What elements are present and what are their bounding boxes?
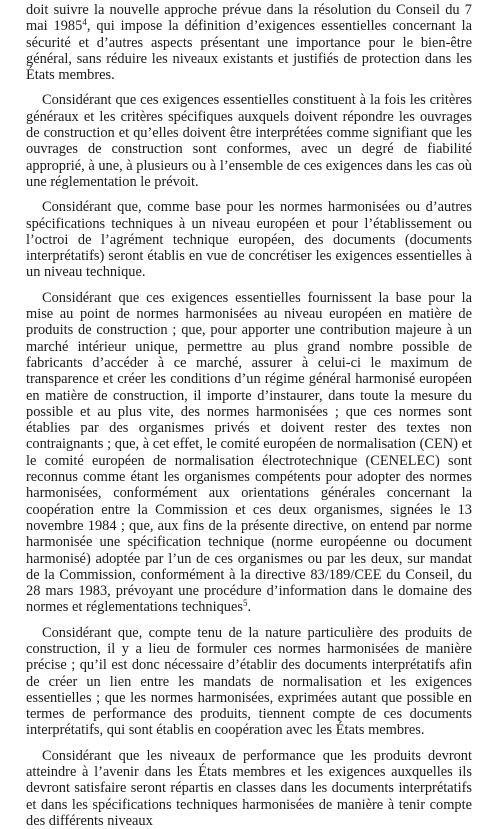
paragraph-3: Considérant que, comme base pour les normes harmonisées ou d’autres spécifications techniques à un niveau européen et pour l’établissement ou l’octroi de l’agrément technique européen, des documents (documents interprétatifs) seront établis en vue de concrétiser les exigences essentielles à un niveau technique.: [26, 199, 472, 281]
paragraph-6: Considérant que les niveaux de performance que les produits devront atteindre à l’avenir dans les États membres et les exigences auxquelles ils devront satisfaire seront répartis en classes dans les documents interprétatifs et dans les spécifications techniques harmonisées de manière à tenir compte des différents niveaux: [26, 747, 472, 829]
paragraph-4: [26, 290, 472, 616]
paragraph-1-text-after: , qui impose la définition d’exigences essentielles concernant la sécurité et d’autres aspects présentant une importance pour le bien-être général, sans réduire les niveaux existants et justifiés de protection dans les États membres.: [26, 18, 472, 84]
paragraph-1-text: doit suivre la nouvelle approche prévue dans la résolution du Conseil du 7 mai 1985: [26, 2, 472, 35]
document-page: [26, 2, 472, 829]
paragraph-4-text: Considérant que ces exigences essentielles fournissent la base pour la mise au point de normes harmonisées au niveau européen en matière de produits de construction ; que, pour apporter une contribution majeure à un marché intérieur unique, permettre au plus grand nombre possible de fabricants d’accéder à ce marché, assurer à celui-ci le maximum de transparence et créer les conditions d’un régime général harmonisé européen en matière de construction, il importe d’instaurer, dans toute la mesure du possible et au plus vite, des normes harmonisées ; que ces normes sont établies par des organismes privés et doivent rester des textes non contraignants ; que, à cet effet, le comité européen de normalisation (CEN) et le comité européen de normalisation électrotechnique (CENELEC) sont reconnus comme étant les organismes compétents pour adopter des normes harmonisées, conformément aux orientations générales concernant la coopération entre la Commission et ces deux organismes, signées le 13 novembre 1984 ; que, aux fins de la présente directive, on entend par norme harmonisée une spécification technique (norme européenne ou document harmonisé) adoptée par l’un de ces organismes ou par les deux, sur mandat de la Commission, conformément à la directive 83/189/CEE du Conseil, du 28 mars 1983, prévoyant une procédure d’information dans le domaine des normes et réglementations techniques: [26, 289, 472, 616]
footnote-ref-5[interactable]: 5: [243, 598, 248, 609]
footnote-ref-4[interactable]: 4: [82, 17, 87, 28]
paragraph-1: [26, 2, 472, 83]
paragraph-2: Considérant que ces exigences essentielles constituent à la fois les critères généraux et les critères spécifiques auxquels doivent répondre les ouvrages de construction et qu’elles doivent être interprétées comme signifiant que les ouvrages de construction sont conformes, avec un degré de fiabilité approprié, à une, à plusieurs ou à l’ensemble de ces exigences dans les cas où une réglementation le prévoit.: [26, 92, 472, 190]
paragraph-4-text-after: .: [247, 599, 252, 616]
paragraph-5: Considérant que, compte tenu de la nature particulière des produits de construction, il y a lieu de formuler ces normes harmonisées de manière précise ; qu’il est donc nécessaire d’établir des documents interprétatifs afin de créer un lien entre les mandats de normalisation et les exigences essentielles ; que les normes harmonisées, exprimées autant que possible en termes de performance des produits, tiennent compte de ces documents interprétatifs, qui sont établis en coopération avec les États membres.: [26, 624, 472, 739]
